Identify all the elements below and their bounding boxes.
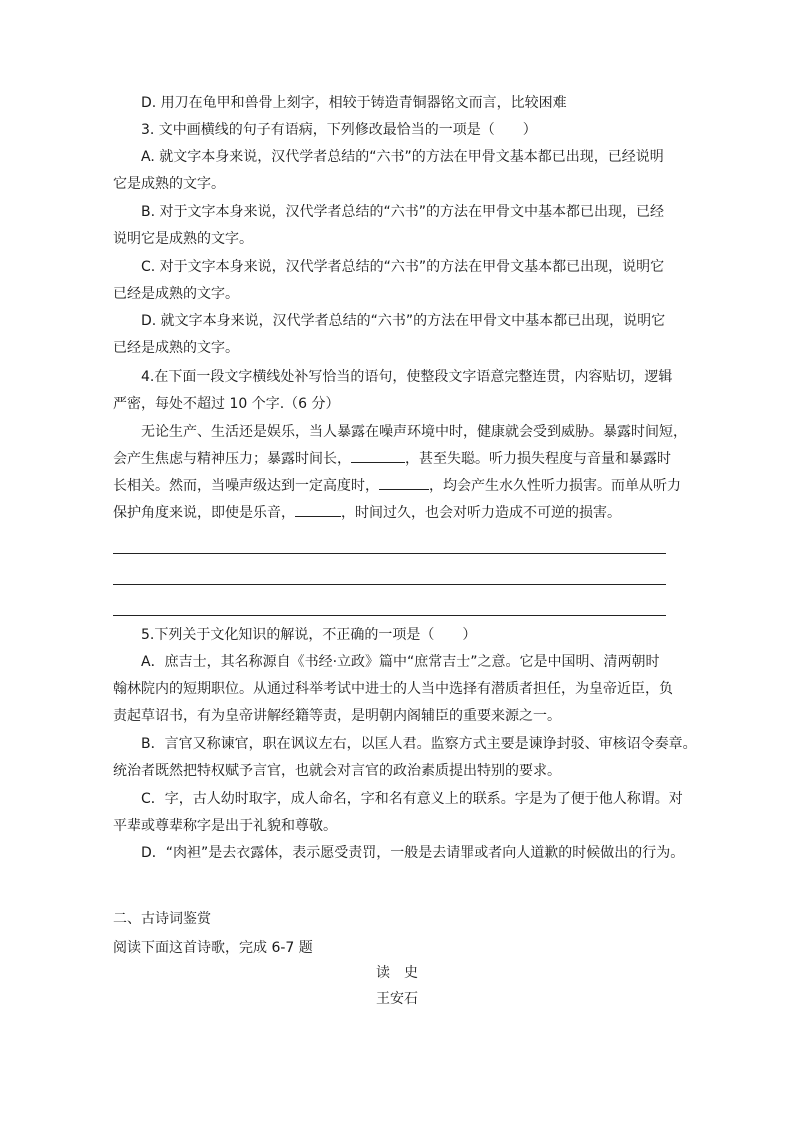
answer-blank-3[interactable] [295, 501, 341, 517]
poem-author: 王安石 [376, 991, 418, 1007]
q4-passage-line2 [113, 446, 683, 473]
q5-option-c-line2: 平辈或尊辈称字是出于礼貌和尊敬。 [113, 818, 337, 834]
q5-option-a-line1: A．庶吉士，其名称源自《书经·立政》篇中“庶常吉士”之意。它是中国明、清两朝时 [141, 654, 660, 670]
q4-passage-line4-end: ，时间过久，也会对听力造成不可逆的损害。 [341, 505, 621, 521]
q3-option-d-line2: 已经是成熟的文字。 [113, 340, 239, 356]
q5-option-d-line1: D．“肉袒”是去衣露体，表示愿受责罚，一般是去请罪或者向人道歉的时候做出的行为。 [141, 845, 685, 861]
q4-stem-line2: 严密，每处不超过 10 个字.（6 分） [113, 396, 340, 412]
answer-blank-2[interactable] [379, 474, 429, 490]
q3-option-a-line2: 它是成熟的文字。 [113, 176, 225, 192]
section-heading: 二、古诗词鉴赏 [113, 911, 211, 927]
answer-line-3[interactable] [113, 615, 666, 616]
q5-option-c-line1: C．字，古人幼时取字，成人命名，字和名有意义上的联系。字是为了便于他人称谓。对 [141, 791, 683, 807]
q3-option-b-line2: 说明它是成熟的文字。 [113, 231, 253, 247]
q3-option-d-line1: D. 就文字本身来说，汉代学者总结的“六书”的方法在甲骨文中基本都已出现，说明它 [141, 313, 666, 329]
section-instruction: 阅读下面这首诗歌，完成 6-7 题 [113, 940, 313, 956]
q5-option-a-line3: 责起草诏书，有为皇帝讲解经籍等责，是明朝内阁辅臣的重要来源之一。 [113, 708, 561, 724]
q3-option-c-line1: C. 对于文字本身来说，汉代学者总结的“六书”的方法在甲骨文基本都已出现，说明它 [141, 259, 665, 275]
answer-line-1[interactable] [113, 553, 666, 554]
answer-blank-1[interactable] [351, 447, 405, 463]
q4-passage-line2-start: 会产生焦虑与精神压力；暴露时间长， [113, 451, 351, 467]
q4-passage-line2-end: ，甚至失聪。听力损失程度与音量和暴露时 [405, 451, 671, 467]
q3-option-b-line1: B. 对于文字本身来说，汉代学者总结的“六书”的方法在甲骨文中基本都已出现，已经 [141, 204, 665, 220]
q4-stem-line1: 4.在下面一段文字横线处补写恰当的语句，使整段文字语意完整连贯，内容贴切，逻辑 [141, 369, 673, 385]
q2-option-d: D. 用刀在龟甲和兽骨上刻字，相较于铸造青铜器铭文而言，比较困难 [141, 95, 567, 111]
q5-option-b-line2: 统治者既然把特权赋予言官，也就会对言官的政治素质提出特别的要求。 [113, 763, 561, 779]
q4-passage-line4 [113, 500, 683, 527]
q3-stem: 3. 文中画横线的句子有语病，下列修改最恰当的一项是（ ） [141, 122, 537, 138]
q4-passage-line3 [113, 473, 683, 500]
answer-line-2[interactable] [113, 584, 666, 585]
q4-passage-line3-start: 长相关。然而，当噪声级达到一定高度时， [113, 478, 379, 494]
q3-option-a-line1: A. 就文字本身来说，汉代学者总结的“六书”的方法在甲骨文基本都已出现，已经说明 [141, 149, 664, 165]
q3-option-c-line2: 已经是成熟的文字。 [113, 286, 239, 302]
q5-stem: 5.下列关于文化知识的解说，不正确的一项是（ ） [141, 627, 477, 643]
q4-passage-line3-end: ，均会产生水久性听力损害。而单从听力 [429, 478, 681, 494]
q4-passage-line4-start: 保护角度来说，即使是乐音， [113, 505, 295, 521]
q5-option-b-line1: B．言官又称谏官，职在讽议左右，以匡人君。监察方式主要是谏诤封驳、审核诏令奏章。 [141, 736, 697, 752]
q5-option-a-line2: 翰林院内的短期职位。从通过科举考试中进士的人当中选择有潜质者担任，为皇帝近臣，负 [113, 681, 673, 697]
q4-passage-line1: 无论生产、生活还是娱乐，当人暴露在噪声环境中时，健康就会受到威胁。暴露时间短， [141, 424, 687, 440]
poem-title: 读 史 [376, 965, 418, 981]
